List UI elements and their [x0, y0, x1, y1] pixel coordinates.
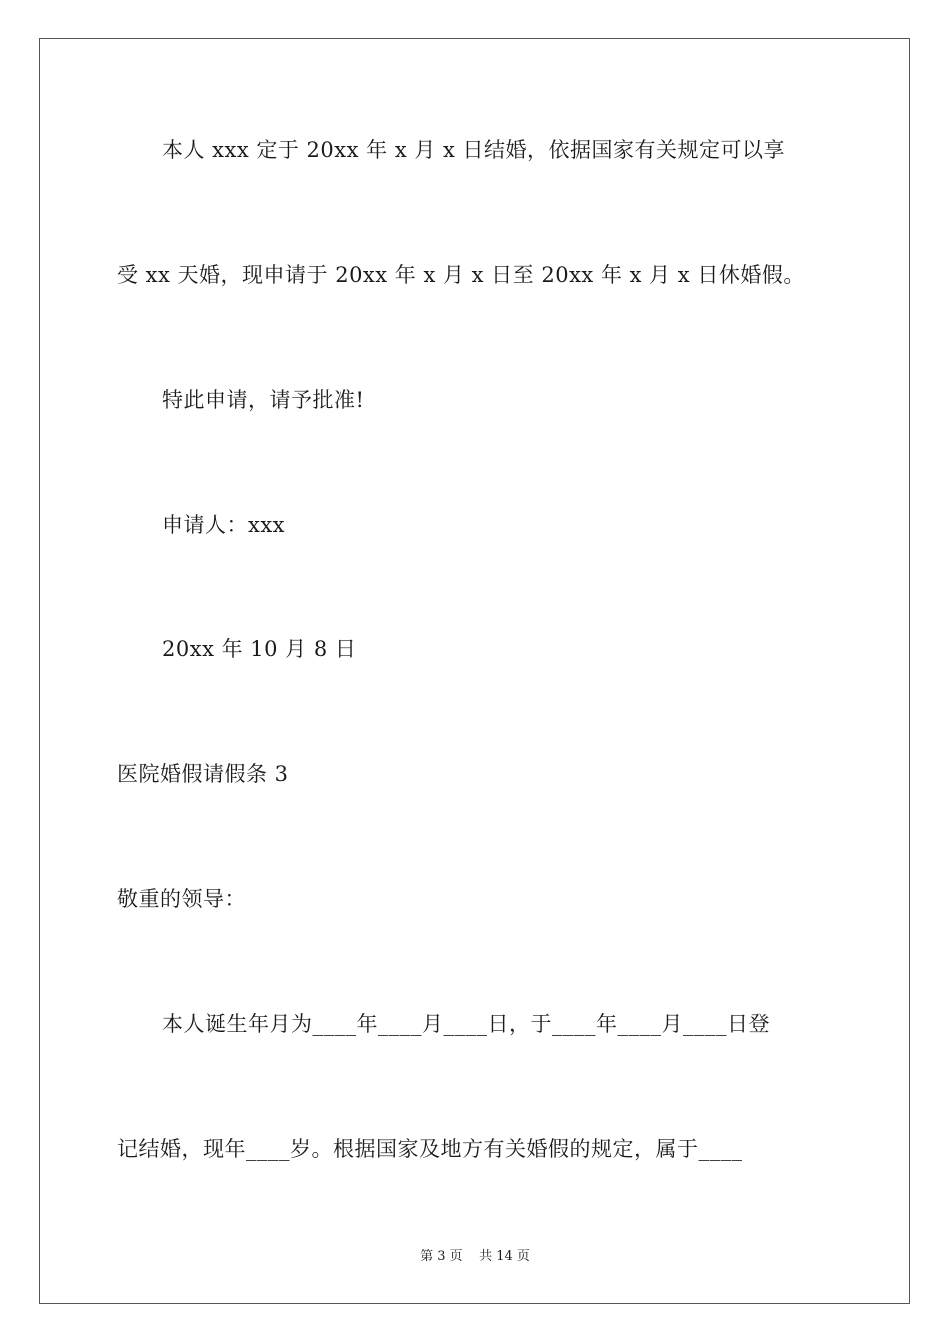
page-number-footer: 第 3 页 共 14 页 — [420, 1249, 530, 1264]
paragraph-line: 本人诞生年月为____年____月____日，于____年____月____日登 — [162, 1012, 770, 1036]
paragraph-line: 受 xx 天婚，现申请于 20xx 年 x 月 x 日至 20xx 年 x 月 x 日休婚假。 — [117, 263, 805, 287]
paragraph-line: 本人 xxx 定于 20xx 年 x 月 x 日结婚，依据国家有关规定可以享 — [162, 138, 786, 162]
section-title: 医院婚假请假条 3 — [117, 762, 289, 786]
paragraph-line: 记结婚，现年____岁。根据国家及地方有关婚假的规定，属于____ — [117, 1137, 743, 1161]
closing-request: 特此申请，请予批准! — [162, 388, 365, 412]
date-line: 20xx 年 10 月 8 日 — [162, 637, 357, 661]
page-border — [39, 38, 910, 1304]
applicant-name: 申请人：xxx — [162, 513, 286, 537]
salutation: 敬重的领导： — [117, 887, 246, 911]
